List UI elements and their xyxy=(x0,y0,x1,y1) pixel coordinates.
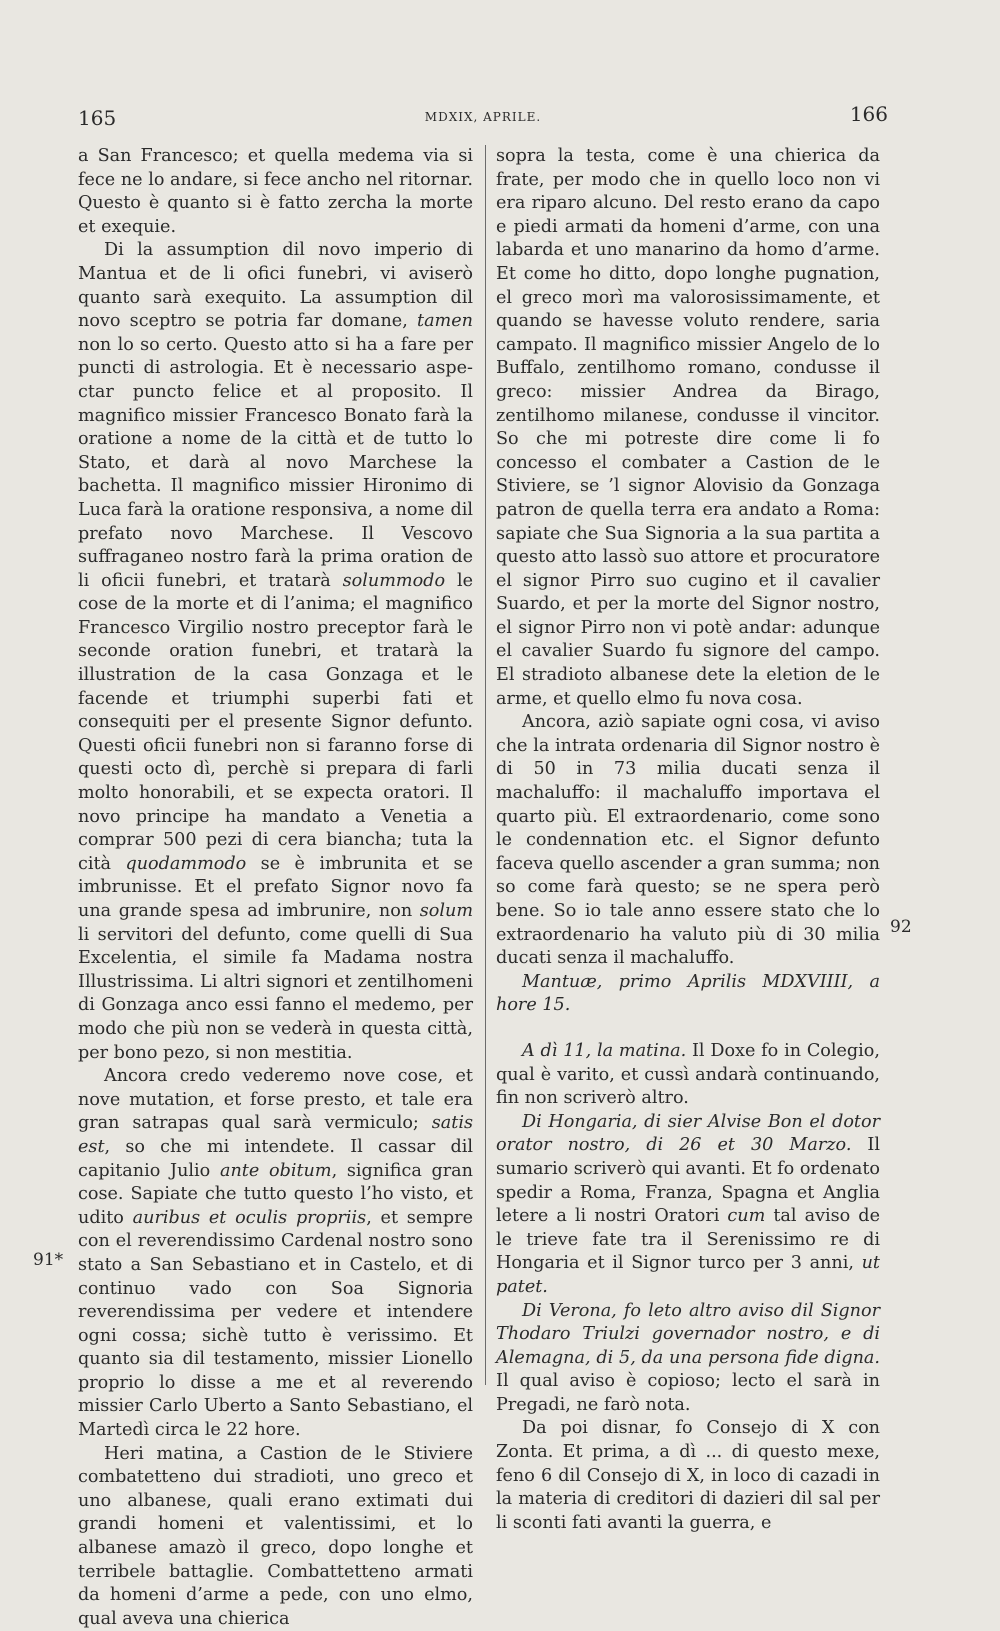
page-number-left: 165 xyxy=(78,106,117,130)
margin-note-right: 92 xyxy=(890,917,912,937)
paragraph: a San Francesco; et quella medema via si fece ne lo andare, si fece ancho nel ritornar. Questo è quanto si è fatto zercha la morte et exequie. xyxy=(78,146,473,237)
paragraph: A dì 11, la matina. Il Doxe fo in Colegio, qual è varito, et cussì andarà continuando, fin non scriverò altro. xyxy=(496,1040,880,1109)
margin-note-left: 91* xyxy=(33,1250,64,1270)
running-head: MDXIX, APRILE. xyxy=(424,110,542,124)
left-column xyxy=(78,145,473,1631)
page-number-right: 166 xyxy=(849,102,888,126)
page-header xyxy=(78,100,888,134)
paragraph: Di Hongaria, di sier Alvise Bon el dotor orator nostro, di 26 et 30 Marzo. Il sumario scriverò qui avanti. Et fo ordenato spedir a Roma, Franza, Spagna et Anglia letere a li nostri Oratori cum tal aviso de le trieve fate tra il Serenissimo re di Hongaria et il Signor turco per 3 anni, ut patet. xyxy=(496,1111,881,1297)
dateline: Mantuæ, primo Aprilis MDXVIIII, a hore 15. xyxy=(496,971,880,1016)
paragraph: Da poi disnar, fo Consejo di X con Zonta. Et prima, a dì ... di questo mexe, feno 6 dil Consejo di X, in loco di cazadi in la materia di creditori di dazieri dil sal per li sconti fati avanti la guerra, e xyxy=(496,1418,880,1533)
paragraph: Di la assumption dil novo imperio di Mantua et de li ofici funebri, vi aviserò quanto sarà exequito. La assumption dil novo sceptro se potria far domane, tamen non lo so certo. Questo atto si ha a fare per puncti di astrologia. Et è necessario aspe- ctar puncto felice et al proposito. Il magnifico missier Francesco Bonato farà la oratione a nome de la città et de tutto lo Stato, et darà al novo Marchese la bachetta. Il magnifico missier Hironimo di Luca farà la oratione responsiva, a nome dil prefato novo Marchese. Il Vescovo suffraganeo nostro farà la prima oration de li oficii funebri, et tratarà solummodo le cose de la morte et di l’anima; el magnifico Francesco Virgilio nostro preceptor farà le seconde oration funebri, et tratarà la illustration de la casa Gonzaga et le facende et triumphi superbi fati et consequiti per el presente Signor defunto. Questi oficii funebri non si faranno forse di questi octo dì, perchè si prepara di farli molto honorabili, et se expecta oratori. Il novo principe ha mandato a Venetia a comprar 500 pezi di cera biancha; tuta la cità quodammodo se è imbrunita et se imbrunisse. Et el prefato Signor novo fa una grande spesa ad imbrunire, non solum li servitori del defunto, come quelli di Sua Excelentia, el simile fa Madama nostra Illustrissima. Li altri signori et zentilhomeni di Gonzaga anco essi fanno el medemo, per modo che più non se vederà in questa città, per bono pezo, si non mestitia. xyxy=(78,240,473,1063)
paragraph: Di Verona, fo leto altro aviso dil Signor Thodaro Triulzi governador nostro, e di Alemagna, di 5, da una persona fide digna. Il qual aviso è copioso; lecto el sarà in Pregadi, ne farò nota. xyxy=(496,1300,880,1415)
paragraph: Heri matina, a Castion de le Stiviere combatetteno dui stradioti, uno greco et uno albanese, quali erano extimati dui grandi homeni et valentissimi, et lo albanese amazò il greco, dopo longhe et terribele battaglie. Combattetteno armati da homeni d’arme a pede, con uno elmo, qual aveva una chierica xyxy=(78,1443,473,1629)
paragraph: Ancora credo vederemo nove cose, et nove mutation, et forse presto, et tale era gran satrapas qual sarà vermiculo; satis est, so che mi intendete. Il cassar dil capitanio Julio ante obitum, significa gran cose. Sapiate che tutto questo l’ho visto, et udito auribus et oculis propriis, et sempre con el reverendissimo Cardenal nostro sono stato a San Sebastiano et in Castelo, et di continuo vado con Soa Signoria reverendissima per vedere et intendere ogni cossa; sichè tutto è verissimo. Et quanto sia dil testamento, missier Lionello proprio lo disse a me et al reverendo missier Carlo Uberto a Santo Sebastiano, el Martedì circa le 22 hore. xyxy=(78,1066,473,1441)
right-column xyxy=(496,145,880,1535)
paragraph: sopra la testa, come è una chierica da frate, per modo che in quello loco non vi era riparo alcuno. Del resto erano da capo e piedi armati da homeni d’arme, con una labarda et uno manarino da homo d’arme. Et come ho ditto, dopo longhe pugnation, el greco morì ma valorosissimamente, et quando se havesse voluto rendere, saria campato. Il magnifico missier Angelo de lo Buffalo, zentilhomo romano, condusse il greco: missier Andrea da Birago, zentilhomo milanese, condusse il vincitor. So che mi potreste dire come li fo concesso el combater a Castion de le Stiviere, se ’l signor Alovisio da Gonzaga patron de quella terra era andato a Roma: sapiate che Sua Signoria a la sua partita a questo atto lassò suo attore et procuratore el signor Pirro suo cugino et il cavalier Suardo, et per la morte del Signor nostro, el signor Pirro non vi potè andar: adunque el cavalier Suardo fu signore del campo. El stradioto albanese dete la eletion de le arme, et quello elmo fu nova cosa. xyxy=(496,146,880,709)
paragraph: Ancora, aziò sapiate ogni cosa, vi aviso che la intrata ordenaria dil Signor nostro è di 50 in 73 milia ducati senza il machaluffo: il machaluffo importava el quarto più. El extraordenario, come sono le condennation etc. el Signor defunto faceva quello ascender a gran summa; non so come farà questo; se ne spera però bene. So io tale anno essere stato che lo extraordenario ha valuto più di 30 milia ducati senza il machaluffo. xyxy=(496,712,880,969)
column-divider xyxy=(485,145,486,1385)
